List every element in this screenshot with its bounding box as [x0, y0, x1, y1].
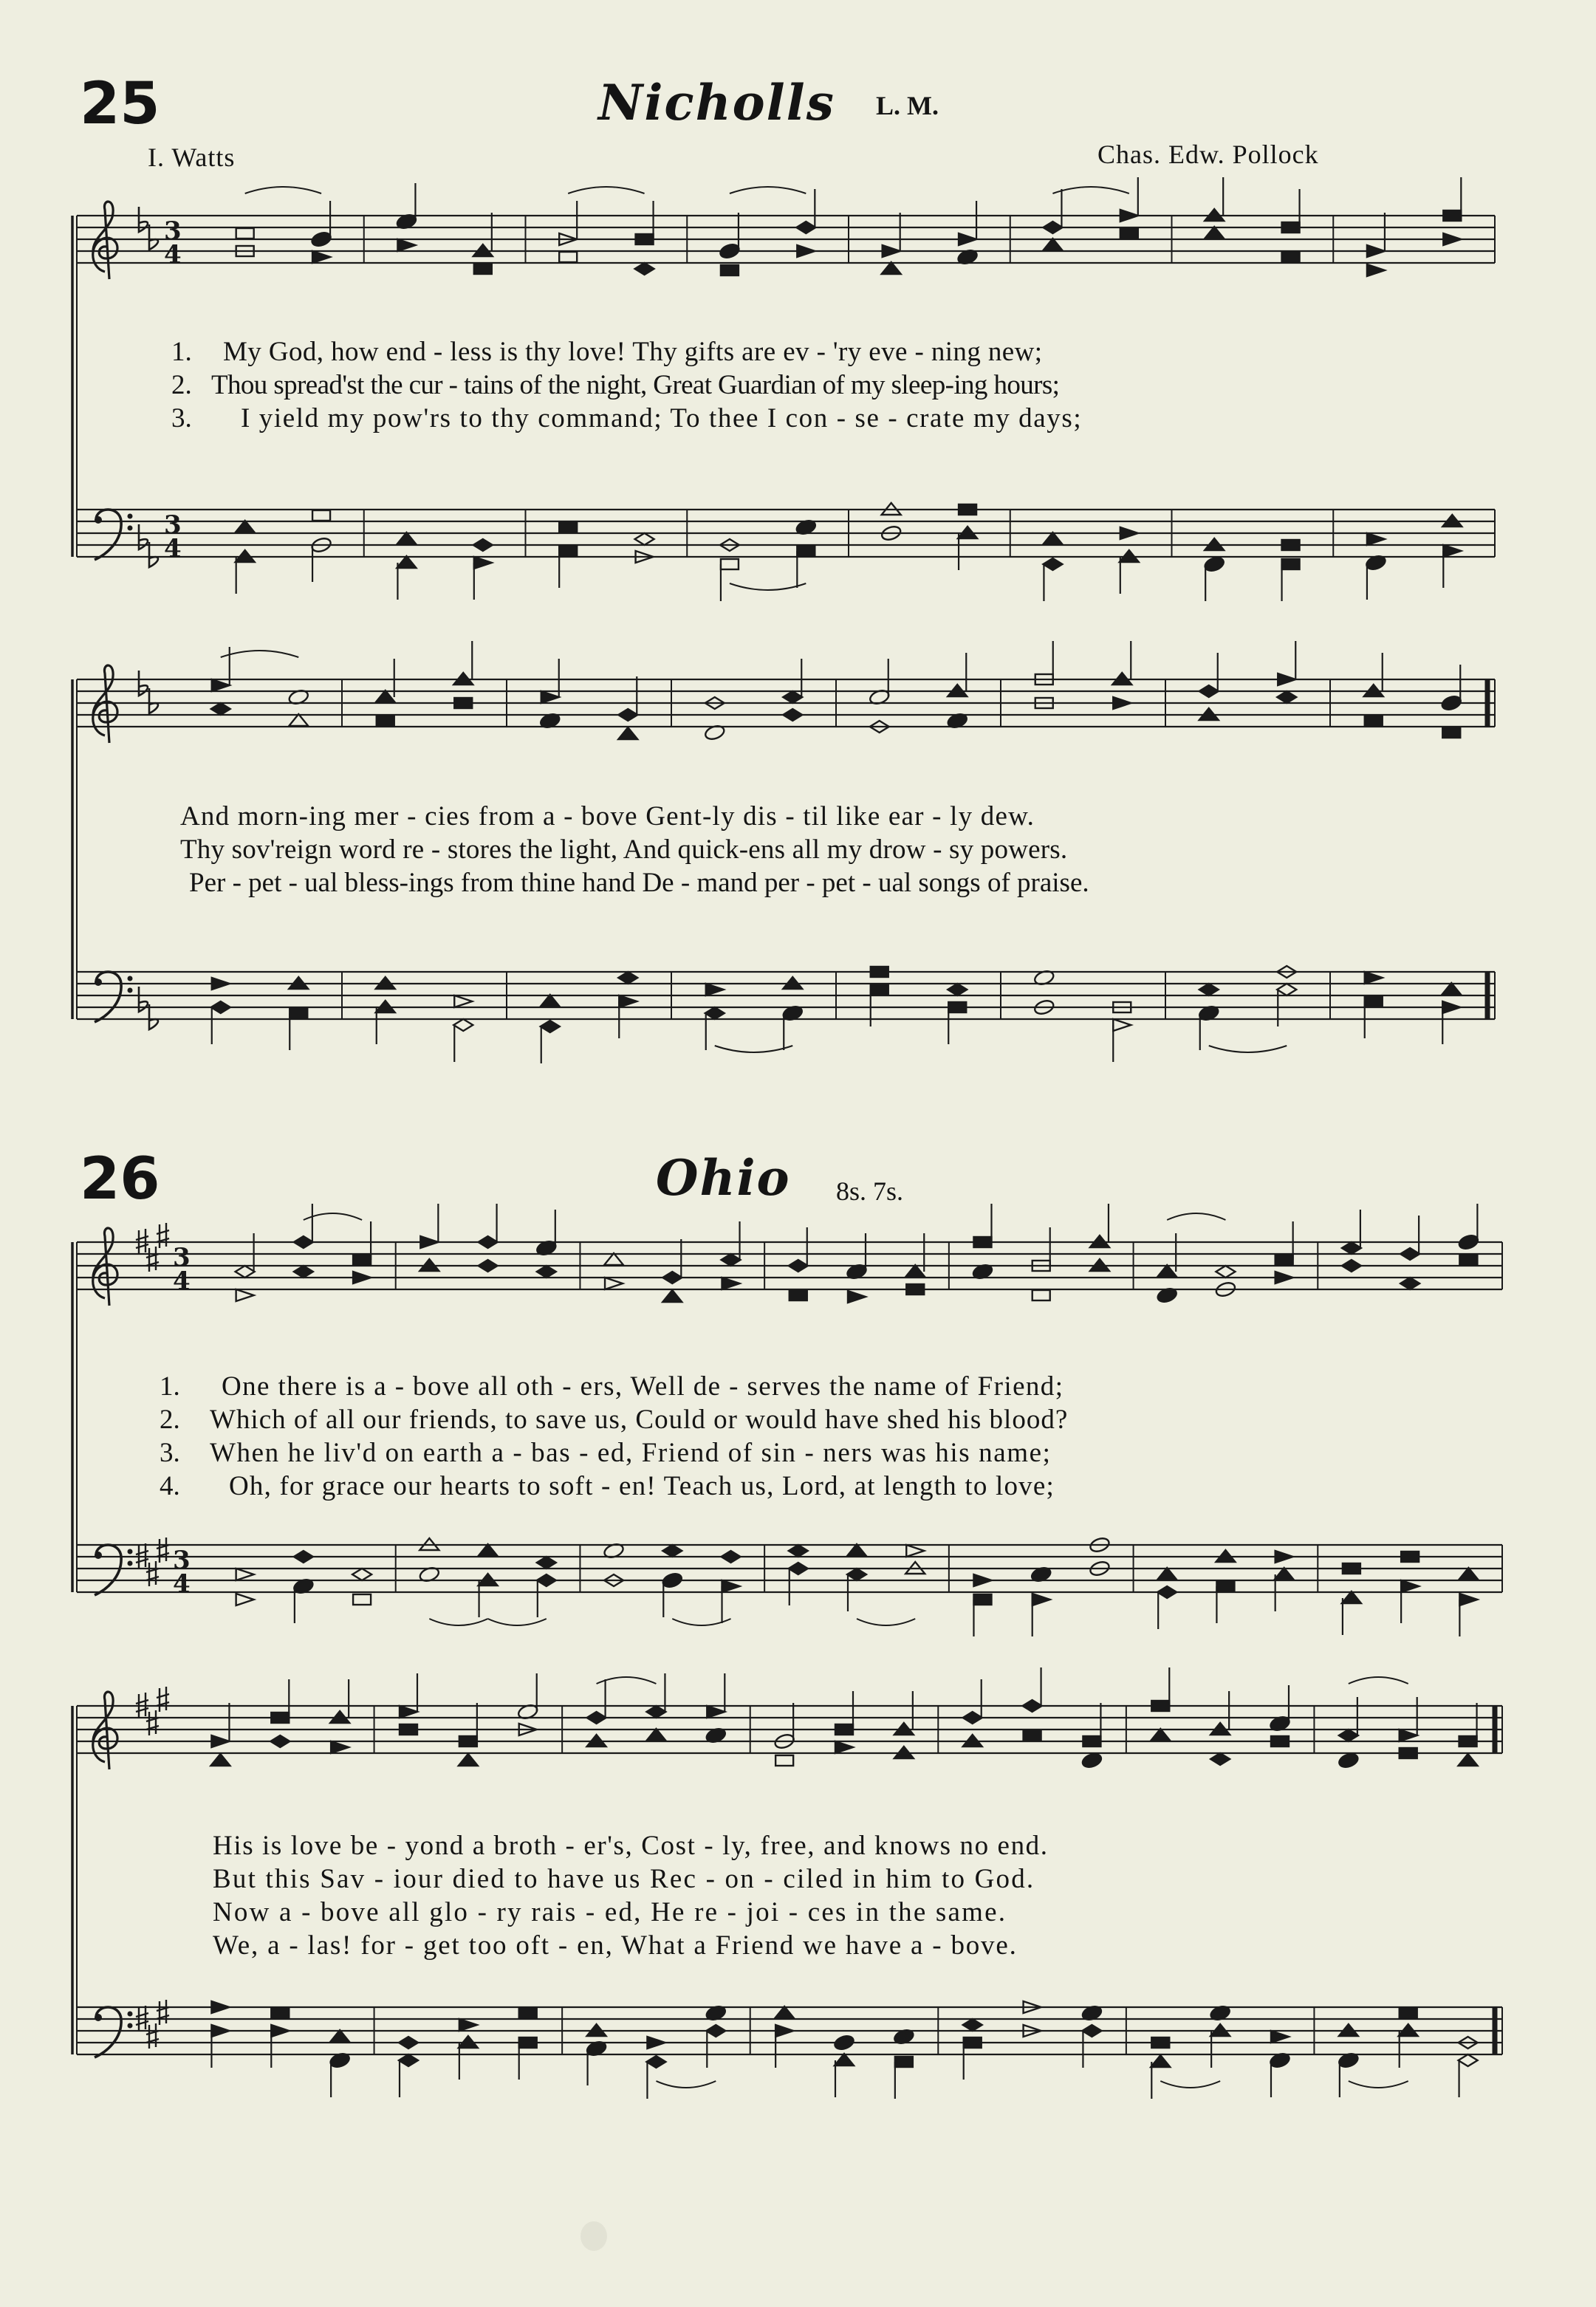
note-head: [1365, 716, 1383, 726]
note-head: [1216, 1581, 1234, 1591]
note-head: [783, 709, 802, 721]
note-head: [618, 709, 637, 721]
bass-clef-dot: [128, 1549, 133, 1554]
note-head: [1367, 533, 1385, 545]
note-head: [882, 262, 901, 274]
bass-clef-dot: [95, 2014, 102, 2021]
note-head: [537, 1574, 556, 1586]
note-head: [1457, 1233, 1479, 1251]
note-head: [236, 521, 255, 532]
note-head: [1210, 1753, 1230, 1765]
note-head: [605, 1278, 623, 1289]
note-head: [454, 698, 472, 708]
time-signature: 3: [164, 216, 182, 246]
note-head: [1277, 984, 1296, 995]
note-head: [835, 1741, 853, 1753]
note-head: [1459, 1255, 1477, 1265]
note-head: [1342, 1260, 1361, 1272]
note-head: [1400, 1248, 1419, 1260]
note-head: [1278, 673, 1295, 685]
note-head: [1271, 1736, 1289, 1746]
note-head: [474, 264, 492, 274]
note-head: [1275, 1255, 1293, 1265]
verse-number: 3.: [160, 1438, 180, 1468]
note-head: [906, 1545, 924, 1557]
note-head: [1043, 239, 1062, 250]
note-head: [797, 546, 815, 556]
slur: [857, 1619, 915, 1625]
sharp-sign: [157, 1687, 169, 1712]
note-head: [211, 1001, 230, 1013]
note-head: [1024, 1730, 1041, 1741]
note-head: [1442, 727, 1460, 738]
time-signature: 3: [173, 1546, 191, 1575]
note-head: [963, 2019, 982, 2031]
note-head: [1367, 245, 1385, 257]
note-head: [789, 1545, 808, 1557]
note-head: [1083, 1736, 1100, 1746]
bass-clef-dot: [128, 976, 133, 981]
note-head: [797, 245, 815, 257]
note-head: [331, 1741, 349, 1753]
sharp-sign: [146, 1710, 159, 1735]
note-head: [1157, 1586, 1177, 1598]
note-head: [479, 1236, 498, 1248]
note-head: [397, 532, 416, 544]
note-head: [1032, 1594, 1050, 1605]
note-head: [541, 995, 560, 1007]
note-head: [236, 228, 254, 239]
note-head: [210, 1754, 230, 1766]
note-head: [1205, 227, 1224, 239]
note-head: [973, 1594, 991, 1605]
note-head: [833, 2034, 855, 2051]
bass-clef-dot: [128, 1561, 133, 1566]
note-head: [1151, 2037, 1169, 2048]
note-head: [312, 510, 330, 521]
note-head: [1443, 545, 1461, 557]
note-head: [722, 1580, 740, 1592]
note-head: [835, 1724, 853, 1735]
note-head: [948, 1002, 966, 1012]
note-head: [1282, 540, 1300, 550]
note-head: [1443, 210, 1461, 221]
note-head: [1043, 532, 1062, 544]
note-head: [1120, 210, 1138, 222]
note-head: [1113, 1019, 1131, 1031]
note-head: [459, 1736, 477, 1746]
note-head: [848, 1291, 866, 1303]
note-head: [604, 1253, 623, 1265]
note-head: [646, 1706, 665, 1718]
lyric-line: And morn-ing mer - cies from a - bove Gent-ly dis - til like ear - ly dew.: [180, 801, 1035, 832]
note-head: [1032, 1290, 1050, 1300]
sharp-sign: [146, 1247, 159, 1272]
time-signature: 4: [173, 1266, 191, 1296]
note-head: [1120, 527, 1138, 539]
note-head: [211, 2025, 229, 2037]
note-head: [559, 522, 577, 532]
note-head: [647, 2037, 665, 2049]
slur: [1349, 2081, 1408, 2088]
time-signature: 4: [164, 534, 182, 563]
note-head: [1459, 1594, 1477, 1605]
note-head: [775, 2006, 794, 2018]
meter: 8s. 7s.: [836, 1176, 904, 1206]
note-head: [397, 556, 416, 568]
note-head: [1151, 2055, 1170, 2067]
note-head: [559, 252, 577, 262]
slur: [488, 1619, 547, 1625]
time-signature: 3: [173, 1243, 191, 1272]
note-head: [1216, 1266, 1235, 1278]
note-head: [294, 1551, 313, 1563]
lyric-line: When he liv'd on earth a - bas - ed, Friend of sin - ners was his name;: [210, 1438, 1052, 1468]
lyric-line: I yield my pow'rs to thy command; To thee I con - se - crate my days;: [241, 403, 1083, 433]
note-head: [459, 2019, 477, 2031]
note-head: [1203, 555, 1225, 573]
slur: [730, 187, 806, 193]
note-head: [212, 978, 230, 990]
note-head: [294, 1266, 313, 1278]
note-head: [789, 1563, 808, 1574]
note-head: [722, 1551, 741, 1563]
note-head: [973, 1237, 991, 1247]
note-head: [1365, 996, 1383, 1007]
note-head: [706, 984, 724, 995]
note-head: [1157, 1265, 1177, 1277]
note-head: [537, 1557, 556, 1569]
note-head: [905, 1265, 925, 1277]
note-head: [1199, 685, 1219, 697]
note-head: [1342, 1591, 1361, 1603]
note-head: [1113, 697, 1131, 709]
note-head: [236, 1289, 254, 1301]
note-head: [1401, 1580, 1419, 1592]
note-head: [399, 2054, 418, 2066]
note-head: [1199, 984, 1219, 995]
lyric-line: One there is a - bove all oth - ers, Well de - serves the name of Friend;: [222, 1371, 1064, 1402]
note-head: [1443, 233, 1461, 245]
note-head: [1275, 1551, 1293, 1563]
note-head: [661, 1571, 683, 1589]
note-head: [619, 995, 637, 1007]
note-head: [459, 1754, 478, 1766]
sharp-sign: [146, 2023, 159, 2049]
note-head: [211, 2001, 229, 2013]
note-head: [399, 2037, 418, 2049]
slur: [1052, 187, 1128, 193]
note-head: [541, 691, 559, 703]
slur: [730, 583, 806, 590]
treble-clef: [93, 1228, 117, 1306]
note-head: [646, 1729, 665, 1741]
lyric-line: My God, how end - less is thy love! Thy gifts are ev - 'ry eve - ning new;: [223, 337, 1043, 367]
note-head: [895, 2057, 913, 2067]
note-head: [721, 559, 739, 569]
note-head: [236, 1266, 255, 1278]
note-head: [1043, 558, 1062, 570]
hymn-number: 26: [80, 1146, 160, 1213]
note-head: [1401, 1552, 1419, 1562]
note-head: [1400, 1748, 1417, 1758]
slur: [1349, 1677, 1408, 1684]
note-head: [835, 2054, 854, 2066]
note-head: [1343, 1563, 1360, 1574]
note-head: [1282, 222, 1300, 233]
note-head: [618, 727, 637, 739]
hymn-number: 25: [80, 71, 160, 137]
note-head: [353, 1594, 371, 1605]
note-head: [353, 1255, 371, 1265]
note-head: [722, 1278, 740, 1289]
note-head: [1400, 1278, 1419, 1289]
note-head: [479, 1544, 498, 1556]
note-head: [1459, 1754, 1478, 1766]
slur: [429, 1619, 487, 1625]
bass-clef-dot: [128, 514, 133, 519]
note-head: [330, 2030, 349, 2042]
note-head: [906, 1284, 924, 1295]
lyric-line: Thou spread'st the cur - tains of the night, Great Guardian of my sleep-ing hours;: [211, 370, 1060, 400]
note-head: [789, 1260, 808, 1272]
lyric-line: Which of all our friends, to save us, Could or would have shed his blood?: [210, 1405, 1069, 1435]
slur: [245, 187, 321, 193]
note-head: [1275, 1568, 1294, 1580]
note-head: [707, 1706, 725, 1718]
treble-clef: [93, 1692, 117, 1769]
note-head: [454, 995, 472, 1007]
note-head: [270, 1735, 290, 1747]
note-head: [1282, 559, 1300, 569]
note-head: [1151, 1729, 1170, 1741]
note-head: [400, 1724, 417, 1735]
time-signature: 4: [173, 1569, 191, 1599]
note-head: [559, 546, 577, 556]
time-signature: 3: [164, 510, 182, 540]
note-head: [537, 1266, 556, 1278]
note-head: [294, 1236, 313, 1248]
note-head: [722, 1254, 741, 1266]
note-head: [775, 2025, 793, 2037]
note-head: [635, 533, 654, 545]
note-head: [790, 1290, 807, 1300]
treble-clef: [93, 202, 117, 279]
note-head: [1400, 1730, 1417, 1741]
note-head: [783, 691, 802, 703]
note-head: [1459, 1568, 1478, 1580]
lyric-line: But this Sav - iour died to have us Rec - on - ciled in him to God.: [213, 1864, 1035, 1894]
note-head: [1440, 694, 1462, 712]
slur: [1209, 1046, 1287, 1052]
note-head: [236, 1594, 254, 1605]
note-head: [1080, 1752, 1103, 1769]
note-head: [211, 1735, 229, 1747]
note-head: [1459, 1736, 1477, 1746]
slur: [656, 2081, 716, 2088]
note-head: [646, 2056, 665, 2068]
note-head: [1442, 983, 1461, 995]
tune-name: Ohio: [656, 1149, 791, 1207]
slur: [715, 1046, 793, 1052]
note-head: [1120, 228, 1138, 239]
note-head: [662, 1290, 682, 1302]
note-head: [474, 557, 492, 569]
note-head: [1342, 1242, 1361, 1254]
note-head: [1157, 1568, 1177, 1580]
note-head: [236, 1569, 254, 1580]
note-head: [519, 2008, 537, 2018]
lyric-line: Per - pet - ual bless-ings from thine hand De - mand per - pet - ual songs of praise.: [189, 868, 1089, 898]
tune-name: Nicholls: [598, 74, 835, 131]
note-head: [883, 245, 900, 257]
note-head: [397, 239, 415, 251]
note-head: [587, 1712, 606, 1724]
note-head: [1365, 972, 1383, 984]
note-head: [871, 984, 888, 995]
music-credit: Chas. Edw. Pollock: [1097, 140, 1319, 169]
note-head: [871, 967, 888, 977]
sharp-sign: [157, 1538, 169, 1563]
note-head: [1082, 2025, 1101, 2037]
verse-number: 2.: [171, 370, 192, 400]
verse-number: 4.: [160, 1471, 180, 1501]
note-head: [473, 539, 493, 551]
note-head: [959, 504, 976, 515]
sharp-sign: [157, 1223, 169, 1248]
note-head: [662, 1272, 682, 1283]
lyric-line: Thy sov'reign word re - stores the light, And quick-ens all my drow - sy powers.: [180, 834, 1068, 865]
note-head: [1367, 264, 1385, 276]
note-head: [719, 242, 741, 260]
note-head: [1275, 1272, 1293, 1283]
note-head: [289, 714, 308, 726]
note-head: [1023, 1700, 1042, 1712]
slur: [221, 651, 299, 657]
note-head: [400, 1706, 417, 1718]
verse-number: 1.: [171, 337, 192, 367]
note-head: [352, 1569, 371, 1580]
note-head: [1277, 691, 1296, 703]
bass-clef-dot: [95, 516, 102, 524]
verse-number: 1.: [160, 1371, 180, 1402]
note-head: [211, 703, 230, 715]
note-head: [271, 2008, 289, 2018]
bass-clef-dot: [128, 2023, 133, 2029]
slur: [1167, 1213, 1225, 1220]
note-head: [1338, 1752, 1360, 1769]
treble-clef: [93, 665, 117, 743]
lyric-line: Oh, for grace our hearts to soft - en! Teach us, Lord, at length to love;: [229, 1471, 1055, 1501]
sharp-sign: [157, 2000, 169, 2025]
note-head: [662, 1545, 682, 1557]
note-head: [479, 1260, 498, 1272]
note-head: [847, 1569, 866, 1580]
lyric-line: Now a - bove all glo - ry rais - ed, He re - joi - ces in the same.: [213, 1897, 1007, 1927]
note-head: [796, 222, 815, 233]
note-head: [376, 690, 395, 702]
bass-clef-dot: [128, 526, 133, 531]
verse-number: 3.: [171, 403, 192, 433]
note-head: [1043, 222, 1062, 233]
note-head: [1271, 2031, 1289, 2043]
note-head: [964, 2037, 982, 2048]
note-head: [618, 972, 637, 984]
note-head: [959, 233, 976, 245]
bass-clef-dot: [128, 2012, 133, 2017]
note-head: [1282, 252, 1300, 262]
time-signature: 4: [164, 240, 182, 270]
note-head: [636, 234, 654, 244]
note-head: [353, 1272, 371, 1283]
note-head: [1442, 1001, 1460, 1013]
note-head: [377, 716, 394, 726]
note-head: [519, 2037, 537, 2048]
note-head: [775, 1755, 793, 1766]
meter: L. M.: [876, 91, 939, 120]
verse-number: 2.: [160, 1405, 180, 1435]
note-head: [1151, 1701, 1169, 1711]
slur: [1160, 2081, 1220, 2088]
note-head: [271, 1713, 289, 1723]
note-head: [290, 1008, 307, 1018]
note-head: [212, 679, 230, 691]
note-head: [847, 1544, 866, 1556]
note-head: [1400, 2008, 1417, 2018]
note-head: [635, 263, 654, 275]
note-head: [705, 1007, 725, 1019]
bass-clef-dot: [95, 978, 102, 986]
note-head: [541, 1021, 560, 1032]
note-head: [721, 265, 739, 275]
bass-clef-dot: [95, 1552, 102, 1559]
note-head: [706, 2025, 725, 2037]
lyric-line: His is love be - yond a broth - er's, Cost - ly, free, and knows no end.: [213, 1831, 1049, 1861]
note-head: [271, 2025, 289, 2037]
note-head: [310, 230, 332, 248]
note-head: [453, 1019, 473, 1031]
lyric-line: We, a - las! for - get too oft - en, What a Friend we have a - bove.: [213, 1930, 1018, 1961]
words-credit: I. Watts: [148, 143, 236, 172]
sharp-sign: [146, 1561, 159, 1586]
note-head: [948, 984, 967, 995]
note-head: [1339, 1730, 1358, 1741]
note-head: [1459, 2054, 1478, 2066]
slur: [568, 187, 644, 193]
note-head: [312, 251, 330, 263]
note-head: [420, 1236, 438, 1248]
note-head: [963, 1712, 982, 1724]
note-head: [973, 1574, 991, 1586]
bass-clef-dot: [128, 988, 133, 993]
